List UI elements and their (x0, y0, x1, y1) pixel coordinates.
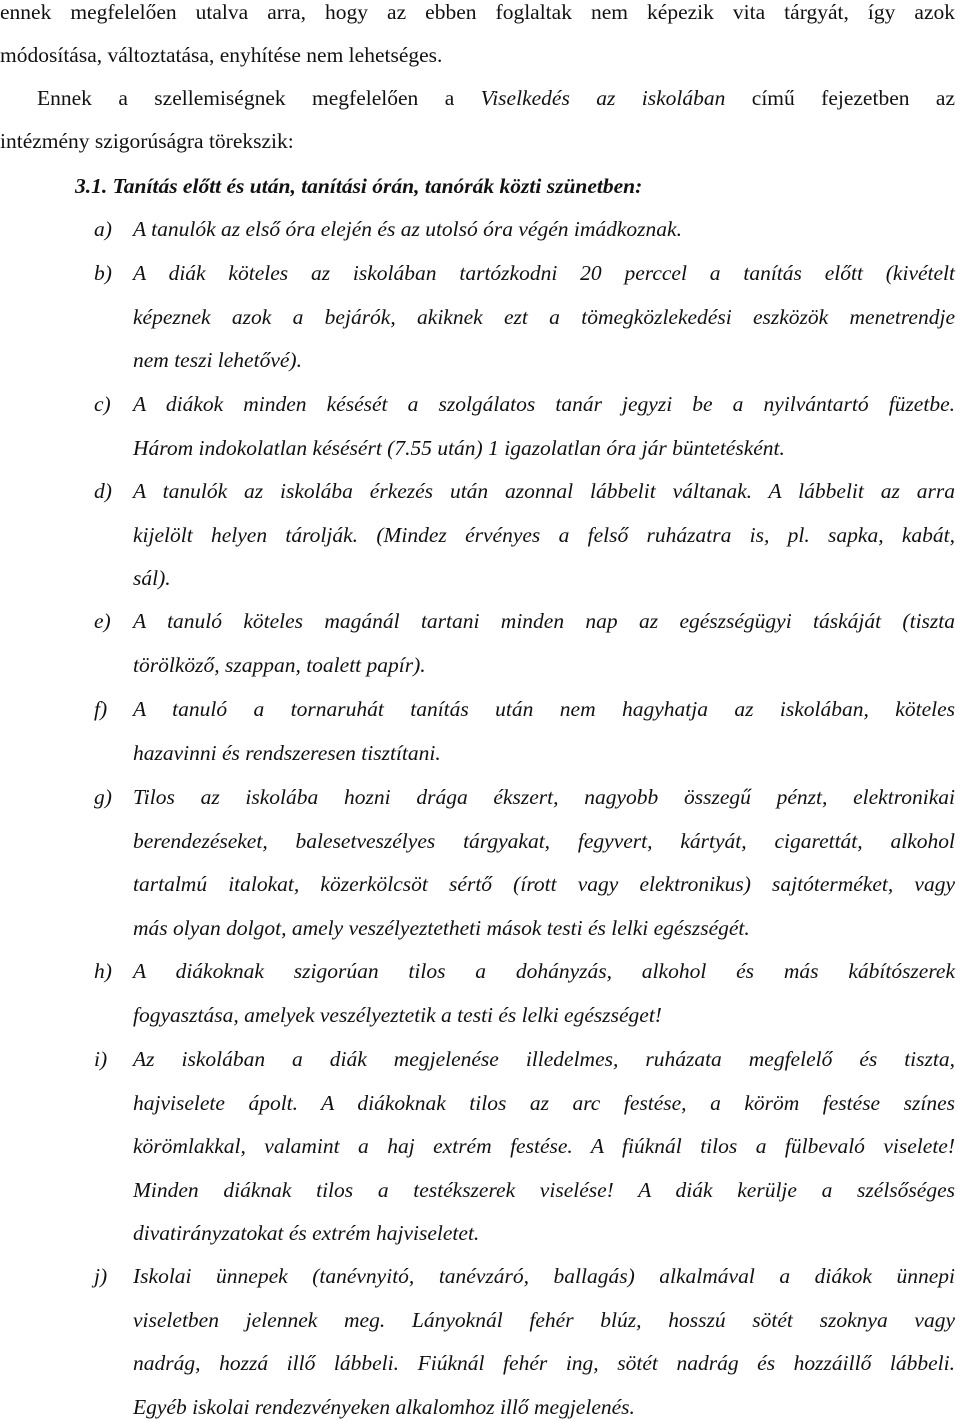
intro-line-4: intézmény szigorúságra törekszik: (0, 129, 294, 153)
chapter-reference: Viselkedés az iskolában (480, 86, 726, 110)
intro-line-3-part-3: című fejezetben az (725, 86, 955, 110)
rule-item-line: körömlakkal, valamint a haj extrém festése. A fiúknál tilos a fülbevaló viselete! (133, 1134, 955, 1158)
rule-item-line: Egyéb iskolai rendezvényeken alkalomhoz illő megjelenés. (133, 1394, 635, 1419)
rule-item-line: kijelölt helyen tárolják. (Mindez érvényes a felső ruházatra is, pl. sapka, kabát, (133, 522, 955, 547)
rule-item-letter: b) (94, 261, 112, 285)
intro-line-3 (37, 84, 955, 112)
rule-item-line: divatirányzatokat és extrém hajviseletet. (133, 1221, 480, 1245)
rule-item-line: nadrág, hozzá illő lábbeli. Fiúknál fehér ing, sötét nadrág és hozzáillő lábbeli. (133, 1351, 955, 1375)
rule-item-line: A diákoknak szigorúan tilos a dohányzás, alkohol és más kábítószerek (133, 959, 955, 983)
rule-item-line: A tanulók az első óra elején és az utolsó óra végén imádkoznak. (133, 217, 682, 241)
rule-item-letter: f) (94, 697, 108, 721)
rule-item-letter: i) (94, 1047, 108, 1071)
rule-item-line: viseletben jelennek meg. Lányoknál fehér blúz, hosszú sötét szoknya vagy (133, 1307, 955, 1332)
rule-item-line: berendezéseket, balesetveszélyes tárgyakat, fegyvert, kártyát, cigarettát, alkohol (133, 828, 955, 853)
section-heading: 3.1. Tanítás előtt és után, tanítási órán, tanórák közti szünetben: (75, 174, 643, 198)
rule-item-line: tartalmú italokat, közerkölcsöt sértő (írott vagy elektronikus) sajtóterméket, vagy (133, 872, 955, 896)
rule-item-line: fogyasztása, amelyek veszélyeztetik a testi és lelki egészséget! (133, 1002, 662, 1027)
rule-item-line: Az iskolában a diák megjelenése illedelmes, ruházata megfelelő és tiszta, (133, 1047, 955, 1071)
rule-item-line: A tanulók az iskolába érkezés után azonnal lábbelit váltanak. A lábbelit az arra (133, 479, 955, 503)
rule-item-line: sál). (133, 566, 171, 590)
rule-item-line: Tilos az iskolába hozni drága ékszert, nagyobb összegű pénzt, elektronikai (133, 785, 955, 809)
rule-item-line: A diákok minden késését a szolgálatos tanár jegyzi be a nyilvántartó füzetbe. (133, 392, 955, 416)
rule-item-line: Minden diáknak tilos a testékszerek viselése! A diák kerülje a szélsőséges (133, 1177, 955, 1202)
rule-item-line: hajviselete ápolt. A diákoknak tilos az arc festése, a köröm festése színes (133, 1090, 955, 1115)
intro-line-1: ennek megfelelően utalva arra, hogy az ebben foglaltak nem képezik vita tárgyát, így azok (0, 0, 955, 24)
rule-item-letter: c) (94, 392, 111, 416)
intro-line-3-part-1: Ennek a szellemiségnek megfelelően a (37, 86, 481, 110)
rule-item-line: A diák köteles az iskolában tartózkodni 20 perccel a tanítás előtt (kivételt (133, 261, 955, 285)
rule-item-letter: g) (94, 785, 112, 809)
rule-item-line: Iskolai ünnepek (tanévnyitó, tanévzáró, ballagás) alkalmával a diákok ünnepi (133, 1264, 955, 1288)
rule-item-line: A tanuló köteles magánál tartani minden nap az egészségügyi táskáját (tiszta (133, 609, 955, 633)
rule-item-letter: a) (94, 217, 112, 241)
rule-item-line: nem teszi lehetővé). (133, 348, 302, 372)
rule-item-line: törölköző, szappan, toalett papír). (133, 652, 426, 677)
rule-item-line: A tanuló a tornaruhát tanítás után nem hagyhatja az iskolában, köteles (133, 697, 955, 721)
rule-item-line: képeznek azok a bejárók, akiknek ezt a tömegközlekedési eszközök menetrendje (133, 304, 955, 329)
rule-item-line: Három indokolatlan késésért (7.55 után) 1 igazolatlan óra jár büntetésként. (133, 435, 785, 460)
rule-item-letter: d) (94, 479, 112, 503)
rule-item-letter: e) (94, 609, 111, 633)
rule-item-letter: j) (94, 1264, 108, 1288)
intro-line-2: módosítása, változtatása, enyhítése nem lehetséges. (0, 43, 443, 67)
rule-item-line: más olyan dolgot, amely veszélyeztetheti mások testi és lelki egészségét. (133, 915, 750, 940)
rule-item-letter: h) (94, 959, 112, 983)
rule-item-line: hazavinni és rendszeresen tisztítani. (133, 740, 441, 765)
